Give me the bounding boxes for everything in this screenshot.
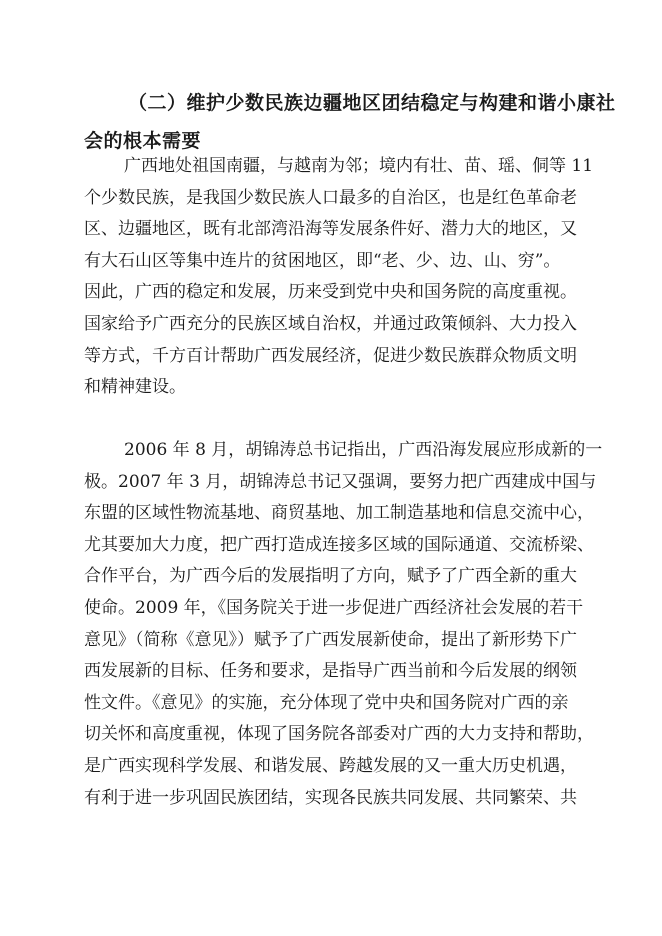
paragraph-line: 和精神建设。 [84, 377, 186, 398]
paragraph-line: 意见》（简称《意见》）赋予了广西发展新使命，提出了新形势下广 [84, 629, 577, 650]
paragraph-line: 有大石山区等集中连片的贫困地区，即“老、少、边、山、穷”。 [84, 250, 561, 271]
paragraph-line: 2006 年 8 月，胡锦涛总书记指出，广西沿海发展应形成新的一 [124, 440, 603, 460]
heading-line: （二）维护少数民族边疆地区团结稳定与构建和谐小康社 [128, 92, 616, 114]
paragraph-line: 国家给予广西充分的民族区域自治权，并通过政策倾斜、大力投入 [84, 313, 577, 334]
paragraph-line: 使命。2009 年，《国务院关于进一步促进广西经济社会发展的若干 [84, 597, 584, 618]
paragraph-line: 个少数民族，是我国少数民族人口最多的自治区，也是红色革命老 [84, 187, 577, 208]
paragraph-line: 切关怀和高度重视，体现了国务院各部委对广西的大力支持和帮助， [84, 724, 594, 745]
paragraph-line: 广西地处祖国南疆，与越南为邻；境内有壮、苗、瑶、侗等 11 [124, 156, 594, 176]
paragraph-line: 因此，广西的稳定和发展，历来受到党中央和国务院的高度重视。 [84, 282, 577, 303]
paragraph-line: 有利于进一步巩固民族团结，实现各民族共同发展、共同繁荣、共 [84, 787, 577, 808]
heading-line: 会的根本需要 [84, 130, 202, 152]
paragraph-line: 等方式，千方百计帮助广西发展经济，促进少数民族群众物质文明 [84, 345, 577, 366]
paragraph-line: 是广西实现科学发展、和谐发展、跨越发展的又一重大历史机遇， [84, 755, 577, 776]
paragraph-2 [84, 435, 603, 814]
paragraph-line: 性文件。《意见》的实施，充分体现了党中央和国务院对广西的亲 [84, 692, 569, 713]
paragraph-line: 尤其要加大力度，把广西打造成连接多区域的国际通道、交流桥梁、 [84, 534, 594, 555]
paragraph-line: 东盟的区域性物流基地、商贸基地、加工制造基地和信息交流中心， [84, 503, 594, 524]
paragraph-line: 极。2007 年 3 月，胡锦涛总书记又强调，要努力把广西建成中国与 [84, 471, 597, 492]
paragraph-line: 合作平台，为广西今后的发展指明了方向，赋予了广西全新的重大 [84, 566, 577, 587]
paragraph-1 [84, 151, 594, 404]
section-heading [84, 84, 616, 160]
paragraph-line: 西发展新的目标、任务和要求，是指导广西当前和今后发展的纲领 [84, 661, 577, 682]
paragraph-line: 区、边疆地区，既有北部湾沿海等发展条件好、潜力大的地区，又 [84, 219, 577, 240]
